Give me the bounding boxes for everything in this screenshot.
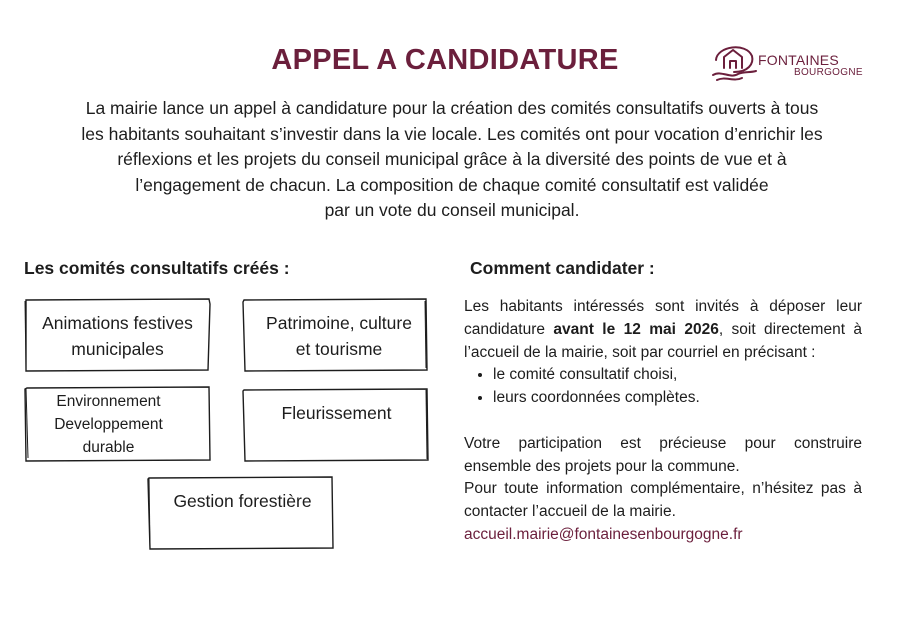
intro-line: La mairie lance un appel à candidature pour la création des comités consultatifs ouverts à tous: [85, 98, 819, 118]
committee-label-line: et tourisme: [295, 339, 383, 359]
logo-text-bourgogne: BOURGOGNE: [794, 67, 863, 78]
apply-heading: Comment candidater :: [470, 258, 655, 278]
intro-line: par un vote du conseil municipal.: [324, 200, 580, 220]
apply-paragraph: [464, 296, 862, 364]
committee-label: [15, 390, 202, 459]
committee-box-environnement: [24, 386, 211, 462]
intro-paragraph: [24, 96, 880, 224]
committee-label-line: Fleurissement: [281, 403, 392, 423]
email-link[interactable]: accueil.mairie@fontainesenbourgogne.fr: [464, 525, 743, 543]
committee-label-line: durable: [82, 439, 135, 456]
apply-section: [464, 296, 862, 547]
town-logo: [708, 38, 868, 84]
committees-heading: Les comités consultatifs créés :: [24, 258, 290, 278]
committee-box-gestion: [147, 476, 334, 550]
participation-paragraph: Votre participation est précieuse pour construire ensemble des projets pour la commune.: [464, 434, 862, 475]
list-item: • le comité consultatif choisi,: [493, 364, 862, 387]
apply-text: Les habitants intéressés sont invités à déposer leur candidature: [464, 298, 862, 338]
list-item: • leurs coordonnées complètes.: [493, 387, 862, 410]
committee-label-line: Developpement: [54, 416, 163, 433]
apply-text: , soit directement à l’accueil de la mairie, soit par courriel en précisant :: [464, 320, 863, 361]
intro-line: l’engagement de chacun. La composition de chaque comité consultatif est validée: [135, 174, 769, 195]
committee-label: [243, 400, 430, 426]
committee-box-animations: [24, 298, 211, 372]
page-title: APPEL A CANDIDATURE: [271, 44, 619, 76]
committee-label-line: Patrimoine, culture: [266, 313, 412, 333]
intro-line: réflexions et les projets du conseil municipal grâce à la diversité des points de vue et à: [117, 149, 787, 169]
committee-label-line: Animations festives: [42, 313, 193, 333]
committee-label-line: Environnement: [56, 393, 161, 410]
committee-label: [246, 310, 432, 362]
committee-box-fleurissement: [242, 388, 429, 462]
logo-text-fontaines: FONTAINES: [758, 52, 839, 68]
committee-box-patrimoine: [242, 298, 428, 372]
committee-label: [149, 488, 336, 514]
intro-line: les habitants souhaitant s’investir dans la vie locale. Les comités ont pour vocation d’enrichir les: [81, 123, 823, 144]
committee-label-line: Gestion forestière: [173, 491, 312, 511]
apply-bullet-list: [464, 364, 862, 410]
committee-label: [24, 310, 211, 362]
contact-paragraph: Pour toute information complémentaire, n’hésitez pas à contacter l’accueil de la mairie.: [464, 480, 862, 521]
deadline-text: avant le 12 mai 2026: [553, 320, 719, 338]
committee-label-line: municipales: [71, 339, 164, 359]
town-hall-icon: [708, 38, 758, 82]
